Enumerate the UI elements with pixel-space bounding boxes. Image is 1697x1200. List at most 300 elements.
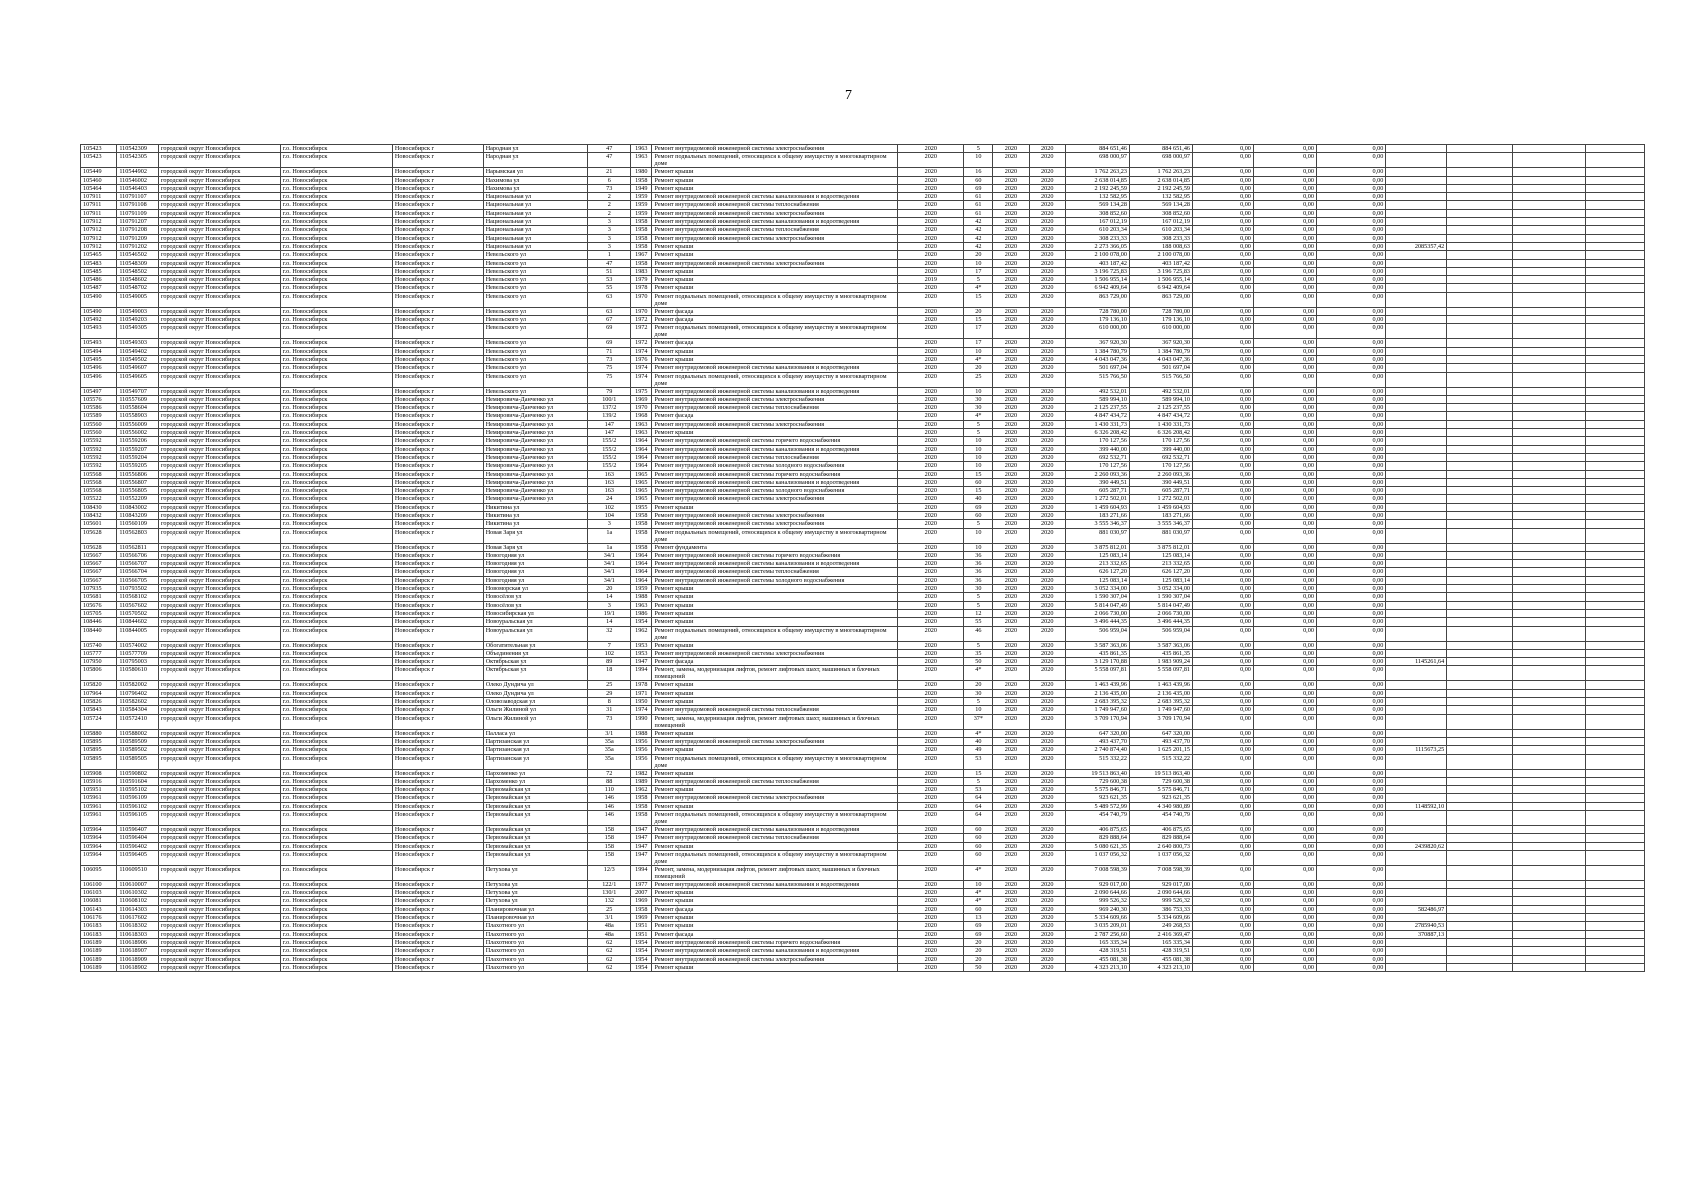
cell-term: 4* — [964, 897, 993, 905]
cell-total_cost: 2 787 256,60 — [1065, 930, 1129, 938]
cell-total_cost: 2 136 435,00 — [1065, 689, 1129, 697]
cell-year_built: 1983 — [631, 267, 652, 275]
cell-street: Народная ул — [483, 153, 588, 168]
cell-empty — [1586, 145, 1645, 153]
cell-locality: Новосибирск г — [392, 769, 483, 777]
cell-year_built: 1950 — [631, 698, 652, 706]
cell-locality_type: г.о. Новосибирск — [280, 754, 392, 769]
cell-end_year: 2020 — [1029, 259, 1065, 267]
cell-term: 5 — [964, 276, 993, 284]
cell-empty — [1586, 292, 1645, 307]
cell-empty — [1447, 626, 1513, 641]
cell-empty — [1586, 955, 1645, 963]
cell-plan_year: 2020 — [898, 649, 964, 657]
cell-house: 63 — [588, 292, 631, 307]
table-row — [81, 729, 1645, 737]
cell-street: Обогатительная ул — [483, 641, 588, 649]
cell-code: 110610302 — [117, 889, 159, 897]
cell-cost_b: 0,00 — [1253, 218, 1316, 226]
cell-code: 110596109 — [117, 794, 159, 802]
cell-locality: Новосибирск г — [392, 168, 483, 176]
cell-id: 105592 — [81, 453, 117, 461]
cell-cost_fund: 881 030,97 — [1129, 528, 1192, 543]
cell-locality: Новосибирск г — [392, 267, 483, 275]
cell-start_year: 2020 — [993, 176, 1029, 184]
cell-extra_amount — [1386, 626, 1447, 641]
cell-start_year: 2020 — [993, 576, 1029, 584]
cell-term: 10 — [964, 880, 993, 888]
cell-cost_a: 0,00 — [1193, 729, 1254, 737]
cell-code: 110558604 — [117, 404, 159, 412]
cell-end_year: 2020 — [1029, 649, 1065, 657]
table-row — [81, 601, 1645, 609]
cell-year_built: 1979 — [631, 276, 652, 284]
cell-code: 110584304 — [117, 706, 159, 714]
cell-term: 10 — [964, 528, 993, 543]
cell-extra_amount — [1386, 226, 1447, 234]
cell-cost_fund: 729 600,38 — [1129, 777, 1192, 785]
cell-code: 110566707 — [117, 560, 159, 568]
cell-start_year: 2020 — [993, 218, 1029, 226]
table-row — [81, 347, 1645, 355]
cell-empty — [1447, 209, 1513, 217]
cell-id: 105628 — [81, 528, 117, 543]
cell-street: Новогодняя ул — [483, 560, 588, 568]
cell-term: 10 — [964, 462, 993, 470]
cell-cost_a: 0,00 — [1193, 193, 1254, 201]
cell-total_cost: 6 942 409,64 — [1065, 284, 1129, 292]
cell-street: Немировича-Данченко ул — [483, 453, 588, 461]
cell-street: Оловозаводская ул — [483, 698, 588, 706]
cell-municipality: городской округ Новосибирск — [158, 520, 280, 528]
cell-total_cost: 610 203,34 — [1065, 226, 1129, 234]
cell-year_built: 1982 — [631, 769, 652, 777]
cell-year_built: 1954 — [631, 938, 652, 946]
cell-extra_amount — [1386, 609, 1447, 617]
cell-plan_year: 2020 — [898, 777, 964, 785]
cell-plan_year: 2020 — [898, 226, 964, 234]
cell-code: 110596102 — [117, 802, 159, 810]
cell-year_built: 1958 — [631, 802, 652, 810]
cell-total_cost: 729 600,38 — [1065, 777, 1129, 785]
cell-cost_a: 0,00 — [1193, 905, 1254, 913]
cell-cost_c: 0,00 — [1316, 794, 1385, 802]
cell-cost_fund: 2 638 014,85 — [1129, 176, 1192, 184]
cell-year_built: 1958 — [631, 520, 652, 528]
cell-cost_a: 0,00 — [1193, 618, 1254, 626]
cell-cost_a: 0,00 — [1193, 826, 1254, 834]
cell-locality_type: г.о. Новосибирск — [280, 528, 392, 543]
cell-house: 2 — [588, 201, 631, 209]
cell-house: 3/1 — [588, 729, 631, 737]
cell-empty — [1447, 372, 1513, 387]
cell-cost_a: 0,00 — [1193, 914, 1254, 922]
cell-empty — [1447, 681, 1513, 689]
cell-locality_type: г.о. Новосибирск — [280, 585, 392, 593]
cell-work_type: Ремонт внутридомовой инженерной системы канализования и водоотведения — [652, 445, 898, 453]
cell-year_built: 1967 — [631, 251, 652, 259]
cell-year_built: 1968 — [631, 412, 652, 420]
cell-start_year: 2020 — [993, 618, 1029, 626]
cell-end_year: 2020 — [1029, 769, 1065, 777]
cell-code: 110591604 — [117, 777, 159, 785]
cell-municipality: городской округ Новосибирск — [158, 347, 280, 355]
cell-house: 163 — [588, 478, 631, 486]
cell-plan_year: 2020 — [898, 347, 964, 355]
cell-municipality: городской округ Новосибирск — [158, 251, 280, 259]
cell-start_year: 2020 — [993, 404, 1029, 412]
cell-start_year: 2020 — [993, 826, 1029, 834]
cell-term: 10 — [964, 259, 993, 267]
cell-extra_amount — [1386, 267, 1447, 275]
cell-id: 105724 — [81, 714, 117, 729]
cell-cost_c: 0,00 — [1316, 865, 1385, 880]
cell-locality_type: г.о. Новосибирск — [280, 865, 392, 880]
cell-street: Невельского ул — [483, 355, 588, 363]
cell-empty — [1586, 445, 1645, 453]
cell-work_type: Ремонт подвальных помещений, относящихся к общему имуществу в многоквартирном доме — [652, 754, 898, 769]
cell-total_cost: 455 081,38 — [1065, 955, 1129, 963]
cell-cost_fund: 4 847 434,72 — [1129, 412, 1192, 420]
cell-total_cost: 492 532,01 — [1065, 387, 1129, 395]
cell-term: 4* — [964, 729, 993, 737]
cell-locality_type: г.о. Новосибирск — [280, 355, 392, 363]
cell-plan_year: 2020 — [898, 364, 964, 372]
table-row — [81, 865, 1645, 880]
cell-cost_b: 0,00 — [1253, 729, 1316, 737]
cell-cost_c: 0,00 — [1316, 307, 1385, 315]
cell-empty — [1586, 729, 1645, 737]
cell-house: 72 — [588, 769, 631, 777]
cell-year_built: 1947 — [631, 842, 652, 850]
cell-start_year: 2020 — [993, 234, 1029, 242]
cell-year_built: 1964 — [631, 462, 652, 470]
cell-cost_b: 0,00 — [1253, 889, 1316, 897]
cell-start_year: 2020 — [993, 209, 1029, 217]
cell-locality: Новосибирск г — [392, 420, 483, 428]
cell-code: 110559205 — [117, 462, 159, 470]
cell-house: 69 — [588, 324, 631, 339]
cell-start_year: 2020 — [993, 478, 1029, 486]
cell-empty — [1513, 737, 1586, 745]
cell-cost_b: 0,00 — [1253, 930, 1316, 938]
cell-locality_type: г.о. Новосибирск — [280, 453, 392, 461]
cell-locality_type: г.о. Новосибирск — [280, 470, 392, 478]
cell-empty — [1586, 905, 1645, 913]
cell-street: Невельского ул — [483, 276, 588, 284]
cell-total_cost: 863 729,00 — [1065, 292, 1129, 307]
cell-plan_year: 2020 — [898, 905, 964, 913]
cell-cost_a: 0,00 — [1193, 938, 1254, 946]
cell-empty — [1513, 786, 1586, 794]
cell-work_type: Ремонт внутридомовой инженерной системы теплоснабжения — [652, 453, 898, 461]
cell-cost_b: 0,00 — [1253, 737, 1316, 745]
cell-cost_c: 0,00 — [1316, 834, 1385, 842]
cell-plan_year: 2020 — [898, 593, 964, 601]
cell-municipality: городской округ Новосибирск — [158, 429, 280, 437]
cell-total_cost: 399 440,00 — [1065, 445, 1129, 453]
cell-empty — [1586, 495, 1645, 503]
cell-cost_c: 0,00 — [1316, 811, 1385, 826]
cell-empty — [1513, 168, 1586, 176]
cell-cost_a: 0,00 — [1193, 865, 1254, 880]
cell-cost_b: 0,00 — [1253, 826, 1316, 834]
cell-cost_a: 0,00 — [1193, 641, 1254, 649]
cell-locality: Новосибирск г — [392, 470, 483, 478]
cell-total_cost: 308 233,33 — [1065, 234, 1129, 242]
cell-municipality: городской округ Новосибирск — [158, 706, 280, 714]
cell-start_year: 2020 — [993, 543, 1029, 551]
cell-cost_fund: 170 127,56 — [1129, 462, 1192, 470]
cell-code: 110549005 — [117, 292, 159, 307]
cell-cost_b: 0,00 — [1253, 292, 1316, 307]
cell-end_year: 2020 — [1029, 609, 1065, 617]
cell-municipality: городской округ Новосибирск — [158, 626, 280, 641]
cell-year_built: 1947 — [631, 658, 652, 666]
cell-cost_fund: 1 590 307,04 — [1129, 593, 1192, 601]
cell-municipality: городской округ Новосибирск — [158, 889, 280, 897]
cell-year_built: 1964 — [631, 437, 652, 445]
cell-term: 30 — [964, 689, 993, 697]
cell-start_year: 2020 — [993, 226, 1029, 234]
cell-extra_amount — [1386, 395, 1447, 403]
cell-house: 102 — [588, 503, 631, 511]
cell-term: 61 — [964, 201, 993, 209]
cell-municipality: городской округ Новосибирск — [158, 445, 280, 453]
cell-cost_c: 0,00 — [1316, 478, 1385, 486]
cell-id: 107911 — [81, 193, 117, 201]
cell-cost_a: 0,00 — [1193, 609, 1254, 617]
cell-plan_year: 2020 — [898, 568, 964, 576]
cell-house: 73 — [588, 355, 631, 363]
cell-total_cost: 170 127,56 — [1065, 462, 1129, 470]
cell-total_cost: 2 066 730,00 — [1065, 609, 1129, 617]
table-row — [81, 786, 1645, 794]
cell-empty — [1586, 242, 1645, 250]
cell-empty — [1513, 714, 1586, 729]
cell-empty — [1586, 551, 1645, 559]
cell-cost_a: 0,00 — [1193, 834, 1254, 842]
table-row — [81, 404, 1645, 412]
table-row — [81, 955, 1645, 963]
cell-id: 105560 — [81, 429, 117, 437]
cell-code: 110558903 — [117, 412, 159, 420]
cell-cost_c: 0,00 — [1316, 324, 1385, 339]
cell-cost_fund: 4 043 047,36 — [1129, 355, 1192, 363]
cell-empty — [1586, 453, 1645, 461]
cell-empty — [1586, 193, 1645, 201]
table-row — [81, 242, 1645, 250]
cell-empty — [1447, 234, 1513, 242]
cell-locality: Новосибирск г — [392, 551, 483, 559]
cell-empty — [1447, 658, 1513, 666]
cell-empty — [1513, 769, 1586, 777]
cell-cost_b: 0,00 — [1253, 568, 1316, 576]
cell-end_year: 2020 — [1029, 794, 1065, 802]
cell-locality_type: г.о. Новосибирск — [280, 609, 392, 617]
cell-empty — [1513, 218, 1586, 226]
cell-cost_a: 0,00 — [1193, 153, 1254, 168]
cell-locality_type: г.о. Новосибирск — [280, 889, 392, 897]
cell-id: 105964 — [81, 834, 117, 842]
cell-total_cost: 692 532,71 — [1065, 453, 1129, 461]
cell-cost_a: 0,00 — [1193, 176, 1254, 184]
cell-empty — [1586, 153, 1645, 168]
cell-start_year: 2020 — [993, 387, 1029, 395]
cell-empty — [1586, 834, 1645, 842]
cell-extra_amount — [1386, 834, 1447, 842]
table-row — [81, 777, 1645, 785]
cell-empty — [1586, 364, 1645, 372]
cell-empty — [1586, 251, 1645, 259]
cell-cost_a: 0,00 — [1193, 714, 1254, 729]
cell-term: 60 — [964, 842, 993, 850]
cell-cost_c: 0,00 — [1316, 947, 1385, 955]
cell-cost_c: 0,00 — [1316, 412, 1385, 420]
cell-municipality: городской округ Новосибирск — [158, 714, 280, 729]
cell-cost_fund: 692 532,71 — [1129, 453, 1192, 461]
cell-empty — [1586, 811, 1645, 826]
cell-work_type: Ремонт внутридомовой инженерной системы электроснабжения — [652, 511, 898, 519]
cell-plan_year: 2020 — [898, 404, 964, 412]
cell-id: 105493 — [81, 339, 117, 347]
cell-empty — [1586, 395, 1645, 403]
cell-cost_c: 0,00 — [1316, 897, 1385, 905]
cell-empty — [1586, 601, 1645, 609]
cell-cost_b: 0,00 — [1253, 395, 1316, 403]
cell-cost_fund: 2 090 644,66 — [1129, 889, 1192, 897]
cell-extra_amount — [1386, 218, 1447, 226]
cell-empty — [1586, 889, 1645, 897]
table-row — [81, 880, 1645, 888]
cell-code: 110582002 — [117, 681, 159, 689]
cell-work_type: Ремонт крыши — [652, 609, 898, 617]
cell-plan_year: 2020 — [898, 193, 964, 201]
cell-year_built: 1963 — [631, 153, 652, 168]
cell-year_built: 1970 — [631, 404, 652, 412]
cell-work_type: Ремонт крыши — [652, 786, 898, 794]
cell-work_type: Ремонт внутридомовой инженерной системы холодного водоснабжения — [652, 487, 898, 495]
cell-locality_type: г.о. Новосибирск — [280, 478, 392, 486]
cell-cost_a: 0,00 — [1193, 626, 1254, 641]
cell-locality: Новосибирск г — [392, 585, 483, 593]
cell-work_type: Ремонт фасада — [652, 316, 898, 324]
cell-plan_year: 2020 — [898, 865, 964, 880]
cell-plan_year: 2020 — [898, 437, 964, 445]
cell-empty — [1513, 176, 1586, 184]
cell-empty — [1447, 560, 1513, 568]
cell-year_built: 1965 — [631, 478, 652, 486]
table-row — [81, 543, 1645, 551]
cell-empty — [1513, 520, 1586, 528]
cell-cost_b: 0,00 — [1253, 666, 1316, 681]
cell-id: 105826 — [81, 698, 117, 706]
cell-cost_b: 0,00 — [1253, 689, 1316, 697]
cell-cost_fund: 515 332,22 — [1129, 754, 1192, 769]
cell-cost_c: 0,00 — [1316, 259, 1385, 267]
cell-empty — [1447, 938, 1513, 946]
cell-extra_amount: 2085357,42 — [1386, 242, 1447, 250]
cell-cost_a: 0,00 — [1193, 560, 1254, 568]
cell-year_built: 1949 — [631, 184, 652, 192]
cell-empty — [1513, 850, 1586, 865]
cell-empty — [1447, 826, 1513, 834]
cell-empty — [1513, 395, 1586, 403]
cell-empty — [1447, 395, 1513, 403]
cell-house: 48а — [588, 922, 631, 930]
cell-work_type: Ремонт подвальных помещений, относящихся к общему имуществу в многоквартирном доме — [652, 372, 898, 387]
cell-municipality: городской округ Новосибирск — [158, 511, 280, 519]
cell-empty — [1513, 267, 1586, 275]
cell-empty — [1447, 404, 1513, 412]
cell-end_year: 2020 — [1029, 495, 1065, 503]
cell-locality: Новосибирск г — [392, 922, 483, 930]
cell-work_type: Ремонт крыши — [652, 168, 898, 176]
cell-street: Новосёлов ул — [483, 601, 588, 609]
cell-id: 105740 — [81, 641, 117, 649]
cell-cost_b: 0,00 — [1253, 746, 1316, 754]
cell-extra_amount — [1386, 292, 1447, 307]
cell-empty — [1513, 593, 1586, 601]
cell-street: Ольги Жилиной ул — [483, 714, 588, 729]
cell-cost_a: 0,00 — [1193, 897, 1254, 905]
cell-street: Невельского ул — [483, 364, 588, 372]
cell-extra_amount — [1386, 714, 1447, 729]
cell-extra_amount — [1386, 478, 1447, 486]
cell-municipality: городской округ Новосибирск — [158, 478, 280, 486]
cell-start_year: 2020 — [993, 420, 1029, 428]
cell-extra_amount — [1386, 201, 1447, 209]
cell-term: 49 — [964, 746, 993, 754]
cell-plan_year: 2020 — [898, 387, 964, 395]
cell-street: Немировича-Данченко ул — [483, 395, 588, 403]
table-row — [81, 754, 1645, 769]
cell-term: 15 — [964, 487, 993, 495]
cell-term: 10 — [964, 437, 993, 445]
cell-start_year: 2020 — [993, 145, 1029, 153]
cell-extra_amount — [1386, 576, 1447, 584]
cell-year_built: 1959 — [631, 193, 652, 201]
cell-work_type: Ремонт крыши — [652, 802, 898, 810]
cell-end_year: 2020 — [1029, 826, 1065, 834]
cell-year_built: 1977 — [631, 880, 652, 888]
cell-cost_b: 0,00 — [1253, 226, 1316, 234]
cell-start_year: 2020 — [993, 316, 1029, 324]
cell-id: 105449 — [81, 168, 117, 176]
cell-end_year: 2020 — [1029, 364, 1065, 372]
cell-locality_type: г.о. Новосибирск — [280, 880, 392, 888]
cell-house: 3 — [588, 234, 631, 242]
cell-empty — [1513, 905, 1586, 913]
cell-house: 3 — [588, 226, 631, 234]
cell-empty — [1586, 658, 1645, 666]
cell-total_cost: 435 861,35 — [1065, 649, 1129, 657]
cell-year_built: 1953 — [631, 649, 652, 657]
cell-cost_b: 0,00 — [1253, 802, 1316, 810]
cell-id: 105806 — [81, 666, 117, 681]
cell-cost_c: 0,00 — [1316, 689, 1385, 697]
cell-municipality: городской округ Новосибирск — [158, 641, 280, 649]
cell-empty — [1586, 681, 1645, 689]
cell-locality: Новосибирск г — [392, 905, 483, 913]
cell-street: Новогодняя ул — [483, 576, 588, 584]
cell-empty — [1513, 897, 1586, 905]
cell-year_built: 1986 — [631, 609, 652, 617]
cell-locality_type: г.о. Новосибирск — [280, 666, 392, 681]
cell-empty — [1513, 826, 1586, 834]
cell-street: Планировочная ул — [483, 914, 588, 922]
cell-id: 105667 — [81, 560, 117, 568]
